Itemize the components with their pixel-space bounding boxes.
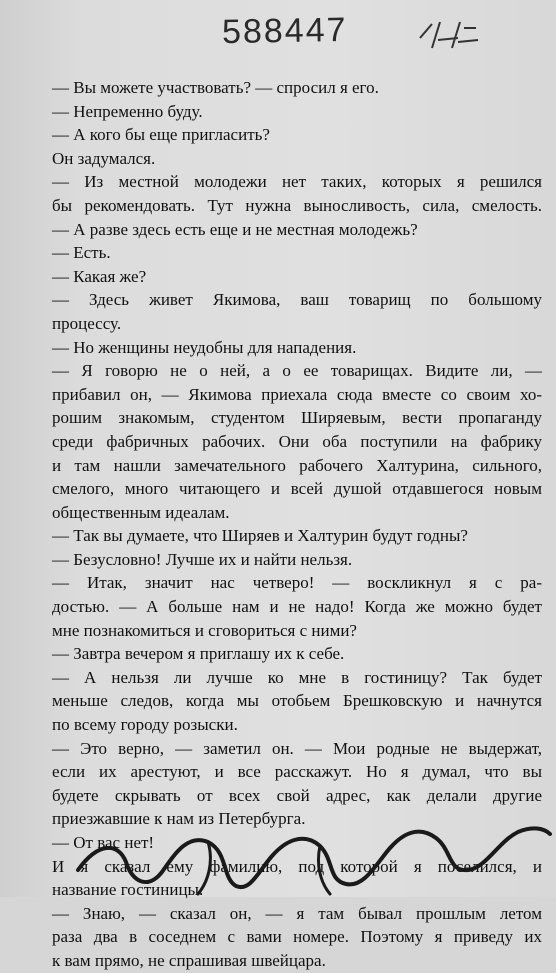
text-line: — Вы можете участвовать? — спросил я его. xyxy=(52,78,379,97)
text-line: среди фабричных рабочих. Они оба поступили на фабрику xyxy=(52,431,542,451)
text-line: общественным идеалам. xyxy=(52,502,230,522)
text-line: если их арестуют, и все расскажут. Но я думал, что вы xyxy=(52,762,542,782)
text-line: — А нельзя ли лучше ко мне в гостиницу? Так будет xyxy=(52,667,542,687)
text-line: — Непременно буду. xyxy=(52,101,203,121)
text-line: — Это верно, — заметил он. — Мои родные не выдержат, xyxy=(52,738,542,758)
text-line: — Знаю, — сказал он, — я там бывал прошлым летом xyxy=(52,903,542,923)
text-line: раза два в соседнем с вами номере. Поэтому я приведу их xyxy=(52,927,542,947)
text-line: процессу. xyxy=(52,313,122,333)
text-line: будете скрывать от всех свой адрес, как делали другие xyxy=(52,785,542,805)
text-line: — А кого бы еще пригласить? xyxy=(52,125,270,145)
text-line: к вам прямо, не спрашивая швейцара. xyxy=(52,950,326,970)
text-line: — Здесь живет Якимова, ваш товарищ по большому xyxy=(52,290,542,310)
text-line: — Так вы думаете, что Ширяев и Халтурин будут годны? xyxy=(52,526,468,546)
text-line: меньше следов, когда мы отобьем Брешковскую и начнутся xyxy=(52,691,542,711)
text-line: — Но женщины неудобны для нападения. xyxy=(52,337,357,357)
text-line: достью. — А больше нам и не надо! Когда же можно будет xyxy=(52,597,542,617)
book-text xyxy=(52,76,542,973)
text-line: — Я говорю не о ней, а о ее товарищах. Видите ли, — xyxy=(52,361,542,381)
text-line: — Итак, значит нас четверо! — воскликнул я с ра- xyxy=(52,573,542,593)
text-line: — От вас нет! xyxy=(52,833,155,852)
text-line: рошим знакомым, студентом Ширяевым, вести пропаганду xyxy=(52,408,542,428)
text-line: Он задумался. xyxy=(52,148,156,168)
text-line: — Какая же? xyxy=(52,266,147,286)
text-line: название гостиницы. xyxy=(52,880,204,900)
text-line: — Безусловно! Лучше их и найти нельзя. xyxy=(52,549,353,569)
text-line: бы рекомендовать. Тут нужна выносливость, сила, смелость. xyxy=(52,195,542,215)
text-line: приезжавшие к нам из Петербурга. xyxy=(52,809,306,829)
handwritten-inventory-number: 588447 xyxy=(221,10,348,52)
text-line: и там нашли замечательного рабочего Халтурина, сильного, xyxy=(52,455,542,475)
text-line: прибавил он, — Якимова приехала сюда вместе со своим хо- xyxy=(52,384,542,404)
text-line: — Есть. xyxy=(52,243,111,263)
text-line: по всему городу розыски. xyxy=(52,715,238,735)
text-line: И я сказал ему фамилию, под которой я поселился, и xyxy=(52,856,542,876)
ink-strike-mark xyxy=(418,18,480,56)
text-line: — Завтра вечером я приглашу их к себе. xyxy=(52,644,345,664)
text-line: — Из местной молодежи нет таких, которых я решился xyxy=(52,172,542,192)
text-line: мне познакомиться и сговориться с ними? xyxy=(52,620,357,640)
text-line: смелого, много читающего и всей душой отдавшегося новым xyxy=(52,479,542,499)
text-line: — А разве здесь есть еще и не местная молодежь? xyxy=(52,219,418,239)
